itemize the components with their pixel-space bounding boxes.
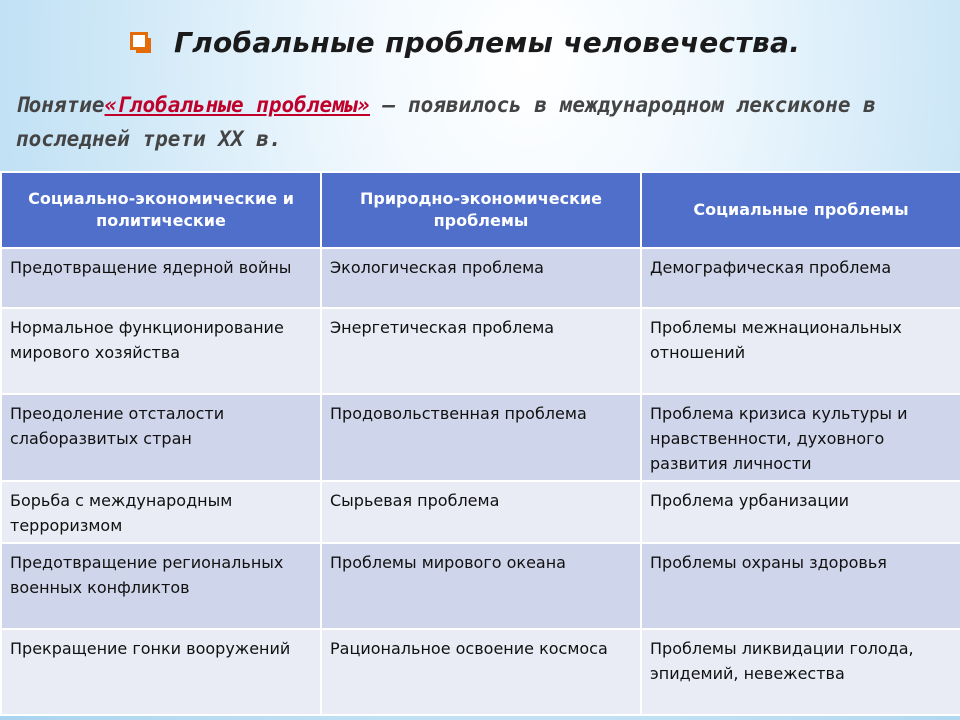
table-row [1,481,960,543]
table-cell: Экологическая проблема [321,248,641,308]
table-row [1,543,960,629]
intro-prefix: Понятие [16,93,105,117]
table-cell: Демографическая проблема [641,248,960,308]
checkbox-bullet-icon [130,32,152,54]
table-row [1,308,960,394]
table-cell: Проблема кризиса культуры и нравственности, духовного развития личности [641,394,960,481]
intro-suffix: – появилось в международном лексиконе в последней трети XX в. [16,93,876,151]
slide-title-row [130,18,800,66]
header-nature-economic: Природно-экономические проблемы [321,172,641,248]
table-cell: Проблемы ликвидации голода, эпидемий, невежества [641,629,960,715]
table-cell: Проблемы межнациональных отношений [641,308,960,394]
intro-term: «Глобальные проблемы» [104,93,371,117]
table-row [1,248,960,308]
table-cell: Проблема урбанизации [641,481,960,543]
global-problems-table [0,171,960,716]
table-cell: Нормальное функционирование мирового хозяйства [1,308,321,394]
intro-paragraph [16,88,956,156]
table-cell: Борьба с международным терроризмом [1,481,321,543]
table-cell: Сырьевая проблема [321,481,641,543]
table-cell: Преодоление отсталости слаборазвитых стран [1,394,321,481]
header-socio-economic: Социально-экономические и политические [1,172,321,248]
table-header-row [1,172,960,248]
table-row [1,394,960,481]
slide-title: Глобальные проблемы человечества. [174,25,801,59]
table-cell: Предотвращение региональных военных конфликтов [1,543,321,629]
table-cell: Рациональное освоение космоса [321,629,641,715]
table-cell: Энергетическая проблема [321,308,641,394]
table-cell: Прекращение гонки вооружений [1,629,321,715]
table-cell: Продовольственная проблема [321,394,641,481]
table-cell: Проблемы мирового океана [321,543,641,629]
header-social: Социальные проблемы [641,172,960,248]
table-cell: Предотвращение ядерной войны [1,248,321,308]
table-cell: Проблемы охраны здоровья [641,543,960,629]
table-row [1,629,960,715]
